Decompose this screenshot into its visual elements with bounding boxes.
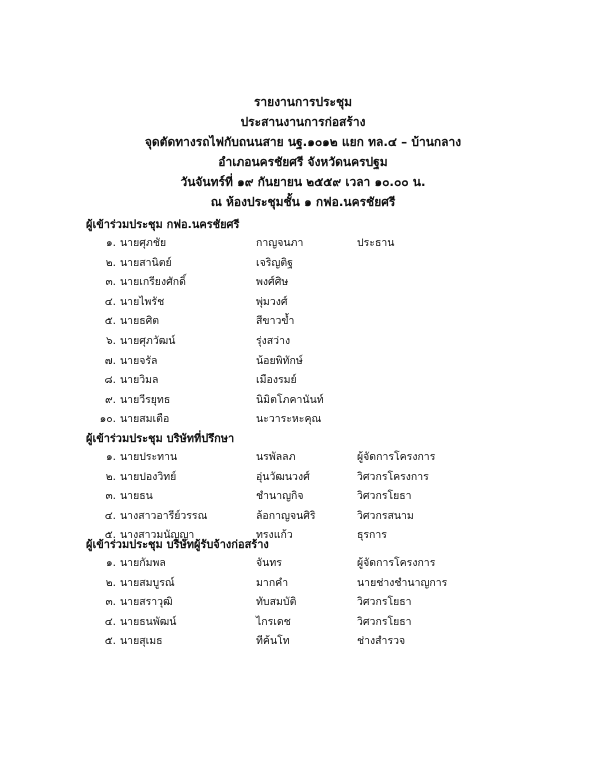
attendee-number: ๗. (104, 354, 116, 367)
attendee-number: ๘. (104, 374, 116, 387)
attendee-last-name: ทับสมบัติ (256, 596, 297, 609)
attendee-number: ๓. (105, 276, 116, 289)
meeting-datetime: วันจันทร์ที่ ๑๙ กันยายน ๒๕๕๙ เวลา ๑๐.๐๐ น. (180, 175, 426, 189)
attendee-last-name: ล้อกาญจนศิริ (256, 509, 316, 522)
attendee-first-name: นายธนพัฒน์ (120, 615, 177, 628)
attendee-row (86, 554, 546, 574)
attendee-row (86, 332, 546, 352)
attendee-number: ๑. (105, 557, 116, 569)
section-title: ผู้เข้าร่วมประชุม บริษัทที่ปรึกษา (86, 432, 235, 445)
attendee-number: ๓. (105, 490, 116, 503)
attendee-row (86, 254, 546, 274)
attendee-first-name: นายวีรยุทธ (120, 393, 171, 406)
attendee-first-name: นางสาวอารีย์วรรณ (120, 509, 208, 522)
attendee-number: ๔. (104, 295, 116, 308)
attendee-first-name: นายไพรัช (120, 295, 165, 308)
project-name: จุดตัดทางรถไฟกับถนนสาย นฐ.๑๐๑๒ แยก ทล.๔ – บ้านกลาง (144, 135, 462, 149)
attendee-row (86, 234, 546, 254)
attendee-last-name: นิมิตโภคานันท์ (256, 393, 324, 406)
attendee-first-name: นายกัมพล (120, 557, 166, 569)
section-pea-attendees (86, 216, 546, 430)
attendee-last-name: ไกรเดช (256, 615, 291, 628)
document-header (0, 92, 606, 212)
attendee-first-name: นายศุภวัฒน์ (120, 334, 176, 347)
attendee-row (86, 448, 546, 468)
report-subtitle: ประสานงานการก่อสร้าง (240, 115, 366, 129)
section-contractor-attendees (86, 536, 546, 652)
attendee-last-name: กาญจนภา (256, 237, 304, 249)
attendee-number: ๔. (104, 615, 116, 628)
attendee-first-name: นายธศิต (120, 315, 160, 328)
attendee-row (86, 468, 546, 488)
attendee-last-name: พงศ์ศิษ (256, 276, 289, 289)
attendee-role: วิศวกรสนาม (357, 509, 414, 522)
attendee-role: ธุรการ (357, 529, 387, 542)
attendee-row (86, 312, 546, 332)
attendee-first-name: นายเกรียงศักดิ์ (120, 276, 186, 289)
attendee-row (86, 574, 546, 594)
attendee-role: วิศวกรโยธา (357, 596, 412, 609)
attendee-role: วิศวกรโยธา (357, 490, 412, 503)
attendee-last-name: ชำนาญกิจ (256, 490, 304, 503)
attendee-number: ๖. (105, 334, 116, 347)
section-consultant-attendees (86, 430, 546, 546)
attendee-number: ๑. (105, 237, 116, 249)
attendee-number: ๒. (105, 576, 116, 589)
attendee-number: ๙. (104, 393, 116, 406)
attendee-role: ประธาน (357, 237, 395, 249)
attendee-number: ๕. (104, 529, 116, 542)
attendee-first-name: นายสมบูรณ์ (120, 576, 175, 589)
attendee-role: วิศวกรโยธา (357, 615, 412, 628)
attendee-last-name: พุ่มวงศ์ (256, 295, 288, 308)
report-title: รายงานการประชุม (253, 95, 353, 109)
attendee-role: ช่างสำรวจ (357, 635, 406, 648)
attendee-row (86, 352, 546, 372)
attendee-row (86, 593, 546, 613)
attendee-number: ๒. (105, 256, 116, 269)
attendee-first-name: นายสราวุฒิ (120, 596, 173, 609)
attendee-number: ๓. (105, 596, 116, 609)
attendee-row (86, 410, 546, 430)
attendee-row (86, 613, 546, 633)
attendee-row (86, 273, 546, 293)
attendee-row (86, 293, 546, 313)
attendee-number: ๔. (104, 509, 116, 522)
section-title: ผู้เข้าร่วมประชุม กฟอ.นครชัยศรี (86, 218, 240, 231)
attendee-number: ๑๐. (99, 413, 116, 426)
attendee-role: ผู้จัดการโครงการ (357, 451, 436, 463)
attendee-row (86, 487, 546, 507)
attendee-last-name: เมืองรมย์ (256, 374, 297, 387)
attendee-first-name: นายธน (120, 490, 153, 503)
attendee-first-name: นายปองวิทย์ (120, 470, 177, 483)
attendee-role: นายช่างชำนาญการ (357, 576, 448, 589)
attendee-last-name: รุ่งสว่าง (256, 334, 291, 347)
attendee-number: ๕. (104, 635, 116, 648)
attendee-last-name: ทีค้นโท (256, 635, 290, 648)
attendee-last-name: อุ่นวัฒนวงศ์ (256, 470, 310, 483)
attendee-first-name: นายวิมล (120, 374, 159, 387)
section-title: ผู้เข้าร่วมประชุม บริษัทผู้รับจ้างก่อสร้าง (86, 538, 269, 551)
attendee-row (86, 507, 546, 527)
attendee-last-name: เจริญติฐ (256, 256, 293, 269)
attendee-first-name: นางสาวมนัญญา (120, 529, 195, 542)
attendee-row (86, 391, 546, 411)
attendee-last-name: จันทร (256, 557, 282, 569)
attendee-row (86, 632, 546, 652)
attendee-first-name: นายสมเตือ (120, 413, 170, 426)
attendee-first-name: นายสานิตย์ (120, 256, 172, 269)
attendee-last-name: สีขาวข้ำ (256, 315, 295, 328)
attendee-last-name: น้อยพิทักษ์ (256, 354, 303, 367)
attendee-role: ผู้จัดการโครงการ (357, 557, 436, 569)
attendee-last-name: นรพัลลภ (256, 451, 296, 463)
attendee-last-name: มากคำ (256, 576, 289, 589)
attendee-number: ๒. (105, 470, 116, 483)
attendee-row (86, 371, 546, 391)
attendee-first-name: นายจรัล (120, 354, 158, 367)
project-location: อำเภอนครชัยศรี จังหวัดนครปฐม (218, 155, 388, 169)
attendee-first-name: นายศุภชัย (120, 237, 167, 249)
attendee-last-name: นะวาระหะคุณ (256, 413, 322, 426)
attendee-number: ๑. (105, 451, 116, 463)
attendee-number: ๕. (104, 315, 116, 328)
attendee-last-name: ทรงแก้ว (256, 529, 293, 542)
attendee-first-name: นายสุเมธ (120, 635, 163, 648)
meeting-venue: ณ ห้องประชุมชั้น ๑ กฟอ.นครชัยศรี (210, 195, 396, 209)
attendee-first-name: นายประทาน (120, 451, 178, 463)
attendee-role: วิศวกรโครงการ (357, 470, 429, 483)
